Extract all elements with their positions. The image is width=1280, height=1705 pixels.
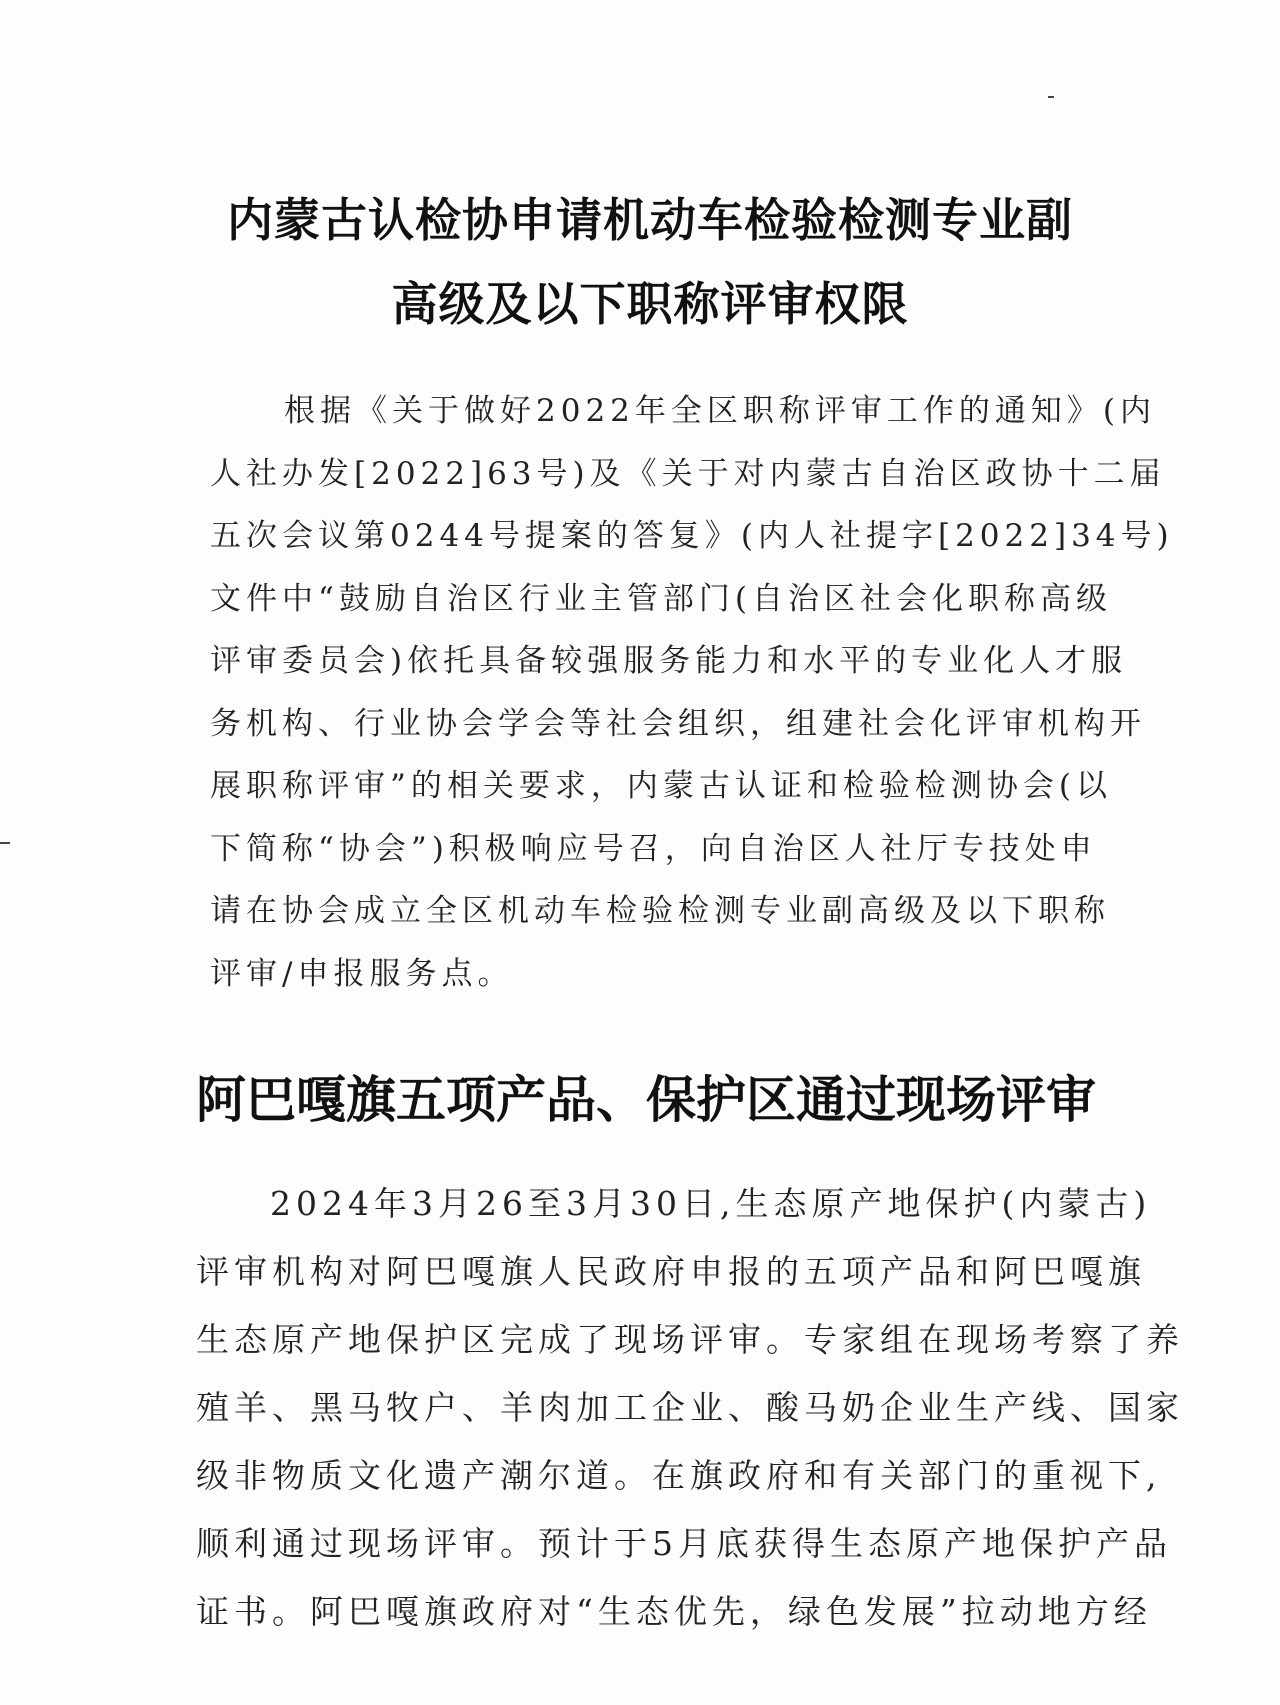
article2-line: 殖羊、黑马牧户、羊肉加工企业、酸马奶企业生产线、国家 bbox=[196, 1388, 1184, 1427]
article1-title bbox=[180, 178, 1120, 346]
article1-line: 五次会议第0244号提案的答复》(内人社提字[2022]34号) bbox=[210, 518, 1174, 554]
article1-title-line: 高级及以下职称评审权限 bbox=[391, 277, 909, 331]
article2-line: 证书。阿巴嘎旗政府对“生态优先，绿色发展”拉动地方经 bbox=[196, 1592, 1152, 1631]
article1-line: 评审/申报服务点。 bbox=[210, 955, 514, 992]
article1-line: 评审委员会)依托具备较强服务能力和水平的专业化人才服 bbox=[210, 643, 1128, 679]
scan-edge-mark bbox=[0, 842, 10, 844]
article2-title: 阿巴嘎旗五项产品、保护区通过现场评审 bbox=[196, 1070, 1096, 1129]
article1-line: 文件中“鼓励自治区行业主管部门(自治区社会化职称高级 bbox=[210, 580, 1112, 617]
article2-line: 生态原产地保护区完成了现场评审。专家组在现场考察了养 bbox=[196, 1320, 1184, 1359]
article1-line: 展职称评审”的相关要求，内蒙古认证和检验检测协会(以 bbox=[210, 768, 1112, 804]
article1-title-line: 内蒙古认检协申请机动车检验检测专业副 bbox=[227, 193, 1073, 247]
article2-line: 级非物质文化遗产潮尔道。在旗政府和有关部门的重视下, bbox=[196, 1456, 1162, 1495]
article2-line: 2024年3月26至3月30日,生态原产地保护(内蒙古) bbox=[270, 1184, 1152, 1223]
article2-line: 顺利通过现场评审。预计于5月底获得生态原产地保护产品 bbox=[196, 1524, 1172, 1563]
article1-line: 请在协会成立全区机动车检验检测专业副高级及以下职称 bbox=[210, 893, 1110, 929]
article1-line: 下简称“协会”)积极响应号召，向自治区人社厅专技处申 bbox=[210, 830, 1097, 867]
article2-body bbox=[196, 1170, 1184, 1646]
article1-line: 务机构、行业协会学会等社会组织，组建社会化评审机构开 bbox=[210, 705, 1146, 742]
article1-line: 人社办发[2022]63号)及《关于对内蒙古自治区政协十二届 bbox=[210, 455, 1166, 492]
article1-line: 根据《关于做好2022年全区职称评审工作的通知》(内 bbox=[284, 393, 1156, 429]
article2-line: 评审机构对阿巴嘎旗人民政府申报的五项产品和阿巴嘎旗 bbox=[196, 1252, 1146, 1291]
article1-body bbox=[210, 380, 1174, 1005]
scan-edge-mark bbox=[1048, 96, 1054, 98]
